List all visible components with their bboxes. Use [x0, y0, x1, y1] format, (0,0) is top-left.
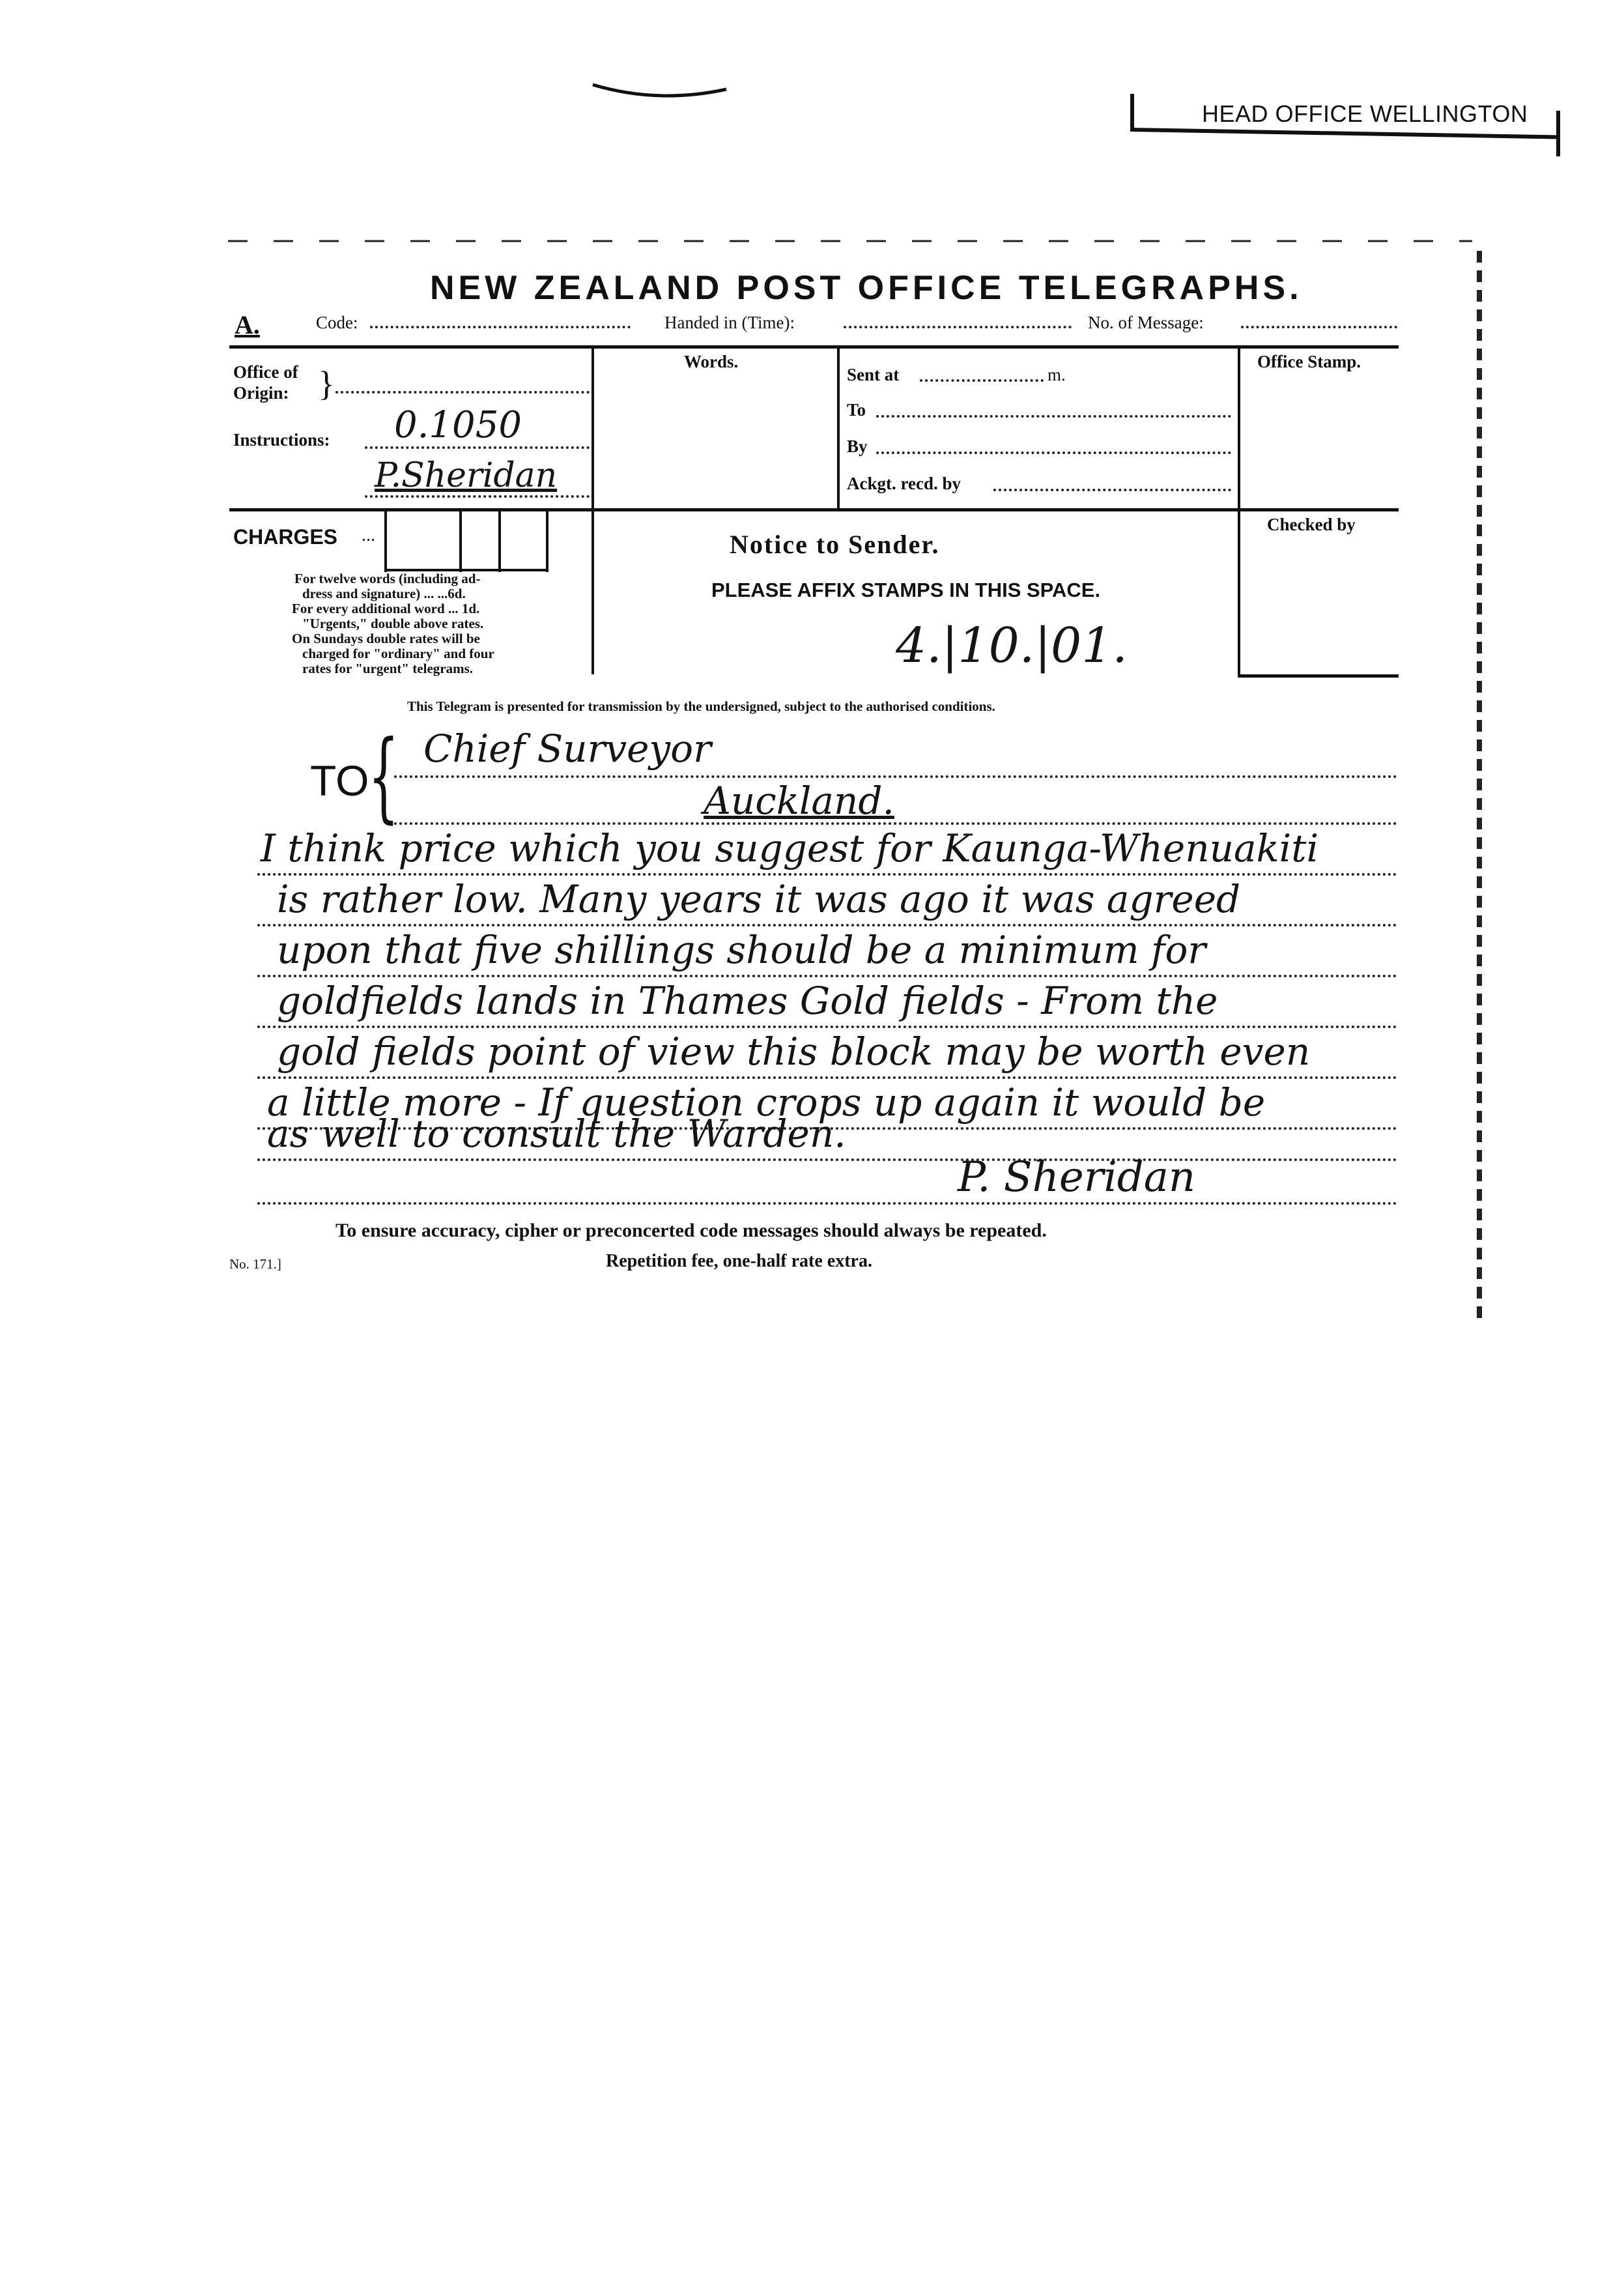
- instructions-field-2[interactable]: [365, 495, 590, 498]
- words-label: Words.: [684, 352, 739, 371]
- message-line-3: upon that five shillings should be a minimum for: [277, 928, 1206, 972]
- charges-cell-divider-4: [546, 510, 548, 572]
- checked-by-label: Checked by: [1267, 515, 1356, 534]
- message-rule-1: [257, 873, 1397, 876]
- message-rule-7: [257, 1158, 1397, 1161]
- sent-at-label: Sent at: [847, 365, 900, 384]
- instructions-label: Instructions:: [233, 430, 330, 450]
- sent-at-field[interactable]: [920, 379, 1044, 382]
- address-line-1: [394, 775, 1397, 778]
- origin-brace: }: [318, 364, 335, 403]
- instructions-value: 0.1050: [394, 404, 522, 446]
- handed-in-label: Handed in (Time):: [664, 313, 795, 332]
- grid-divider-1: [591, 345, 594, 674]
- charges-note-2: dress and signature) ... ...6d.: [302, 586, 466, 601]
- message-line-7: as well to consult the Warden.: [267, 1112, 846, 1156]
- grid-line-top: [229, 345, 1399, 349]
- to-brace: {: [368, 720, 399, 833]
- office-stamp-label: Office Stamp.: [1257, 352, 1361, 371]
- message-number-label: No. of Message:: [1088, 313, 1204, 332]
- charges-label: CHARGES: [233, 525, 338, 549]
- office-of-origin-field[interactable]: [335, 391, 590, 394]
- charges-cell-divider-2: [459, 510, 462, 572]
- charges-cell-divider-1: [384, 510, 387, 572]
- pen-scribble-mark: [586, 75, 743, 114]
- origin-label: Origin:: [233, 383, 289, 403]
- ackgt-label: Ackgt. recd. by: [847, 474, 961, 493]
- message-line-6: a little more - If question crops up again it would be: [267, 1080, 1266, 1125]
- footer-repetition-fee: Repetition fee, one-half rate extra.: [606, 1251, 872, 1271]
- head-office-stamp-text: HEAD OFFICE WELLINGTON: [1202, 100, 1528, 127]
- form-title: NEW ZEALAND POST OFFICE TELEGRAPHS.: [430, 269, 1303, 307]
- charges-notes: [292, 571, 591, 676]
- handed-in-field[interactable]: [844, 326, 1072, 328]
- by-label: By: [847, 437, 868, 456]
- head-office-stamp: [1130, 91, 1560, 156]
- charges-note-6: charged for "ordinary" and four: [302, 646, 494, 661]
- message-rule-5: [257, 1076, 1397, 1079]
- charges-note-1: For twelve words (including ad-: [294, 571, 481, 586]
- grid-divider-3: [1238, 345, 1240, 674]
- grid-divider-2: [837, 345, 840, 508]
- instructions-field[interactable]: [365, 446, 590, 449]
- charges-note-7: rates for "urgent" telegrams.: [302, 661, 474, 676]
- grid-line-bottom: [1238, 674, 1399, 678]
- code-field[interactable]: [370, 326, 631, 328]
- ackgt-field[interactable]: [993, 489, 1231, 491]
- signature: P. Sheridan: [958, 1153, 1196, 1201]
- to-big-label: TO: [310, 756, 369, 805]
- charges-dots: ...: [362, 525, 375, 545]
- message-line-2: is rather low. Many years it was ago it was agreed: [277, 877, 1241, 921]
- presented-text: This Telegram is presented for transmission by the undersigned, subject to the authorised conditions.: [407, 698, 995, 714]
- affix-stamps-text: PLEASE AFFIX STAMPS IN THIS SPACE.: [711, 579, 1101, 601]
- form-top-border: [228, 235, 1479, 248]
- code-label: Code:: [316, 313, 358, 332]
- grid-line-middle: [229, 508, 1399, 511]
- footer-accuracy-note: To ensure accuracy, cipher or preconcerted code messages should always be repeated.: [335, 1220, 1047, 1241]
- to-field-label: To: [847, 400, 866, 420]
- message-line-4: goldfields lands in Thames Gold fields - From the: [277, 979, 1218, 1023]
- sent-at-suffix: m.: [1047, 365, 1066, 384]
- charges-note-3: For every additional word ... 1d.: [292, 601, 480, 616]
- instructions-signature: P.Sheridan: [375, 456, 558, 495]
- addressee-line-2: Auckland.: [704, 779, 894, 823]
- office-of-label: Office of: [233, 362, 298, 382]
- message-rule-4: [257, 1026, 1397, 1028]
- message-line-5: gold fields point of view this block may be worth even: [277, 1029, 1311, 1074]
- message-line-1: I think price which you suggest for Kaunga-Whenuakiti: [261, 826, 1319, 870]
- form-prefix: A.: [235, 310, 260, 339]
- charges-note-4: "Urgents," double above rates.: [302, 616, 484, 631]
- torn-right-edge: [1469, 251, 1495, 1319]
- message-number-field[interactable]: [1241, 326, 1397, 328]
- charges-note-5: On Sundays double rates will be: [292, 631, 480, 646]
- message-rule-2: [257, 924, 1397, 926]
- form-number: No. 171.]: [229, 1256, 281, 1272]
- message-rule-3: [257, 975, 1397, 977]
- handwritten-date: 4.|10.|01.: [896, 618, 1128, 674]
- to-field[interactable]: [876, 415, 1231, 418]
- charges-cell-divider-3: [498, 510, 501, 572]
- message-rule-8: [257, 1202, 1397, 1205]
- address-line-2: [394, 822, 1397, 825]
- notice-to-sender: Notice to Sender.: [730, 530, 940, 559]
- addressee-line-1: Chief Surveyor: [423, 726, 711, 771]
- by-field[interactable]: [876, 452, 1231, 454]
